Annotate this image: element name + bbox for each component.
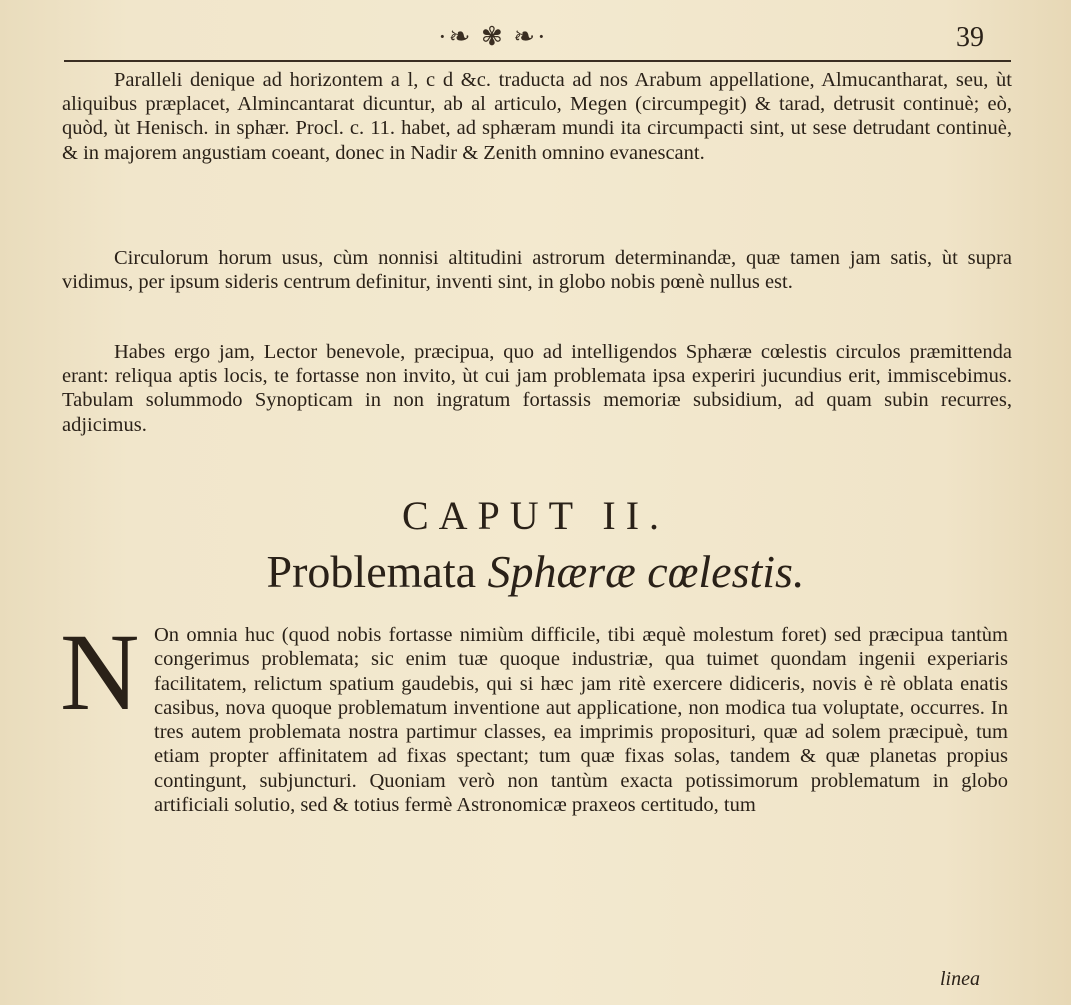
header-ornament: ·❧ ✾ ❧· bbox=[438, 22, 548, 51]
drop-capital: N bbox=[60, 611, 140, 733]
paragraph-text: Habes ergo jam, Lector benevole, præcipua, quo ad intelligendos Sphæræ cœlestis circulos præmittenda erant: reliqua aptis locis, te fortasse non invito, ùt cui jam problemata ipsa experiri jucundius erit, immiscebimus. Tabulam solummodo Synopticam in non ingratum fortassis memoriæ subsidium, ad quam subin recurres, adjicimus. bbox=[62, 341, 1012, 436]
paragraph-habes bbox=[62, 340, 1012, 437]
running-header bbox=[0, 20, 1071, 62]
chapter-number: CAPUT II. bbox=[401, 493, 670, 538]
header-rule bbox=[64, 60, 1011, 62]
paragraph-text: Circulorum horum usus, cùm nonnisi altitudini astrorum determinandæ, quæ tamen jam satis, ùt supra vidimus, per ipsum sideris centrum definitur, inventi sint, in globo nobis pœnè nullus est. bbox=[62, 247, 1012, 294]
chapter-title bbox=[0, 545, 1071, 598]
chapter-title-italic: Sphæræ cœlestis. bbox=[487, 546, 805, 597]
paragraph-circulorum bbox=[62, 246, 1012, 294]
paragraph-text: On omnia huc (quod nobis fortasse nimiùm difficile, tibi æquè molestum foret) sed præcipua tantùm congerimus problemata; sic enim tuæ quoque industriæ, qua tuimet quondam ingenii experiaris facilitatem, relictum spatium gaudebis, qui si hæc jam ritè exercere didiceris, novis è rè oblata enatis casibus, nova quoque problematum inventione aut applicatione, non modica tua voluptate, occurres. In tres autem problemata nostra partimur classes, ea imprimis proposituri, quæ ad solem præcipuè, tum etiam propter affinitatem ad fixas spectant; tum quæ fixas solas, tandem & quæ planetas propius contingunt, subjuncturi. Quoniam verò non tantùm exacta potissimorum problematum in globo artificiali solutio, sed & totius fermè Astronomicæ praxeos certitudo, tum bbox=[154, 624, 1008, 817]
paragraph-non-omnia bbox=[60, 611, 1008, 817]
catchword: linea bbox=[940, 968, 980, 990]
paragraph-text: Paralleli denique ad horizontem a l, c d &c. traducta ad nos Arabum appellatione, Almucantharat, seu, ùt aliquibus præplacet, Almincantarat dicuntur, ab al articulo, Megen (circumpegit) & tarad, detrusit continuè; eò, quòd, ùt Henisch. in sphær. Procl. c. 11. habet, ad sphæram mundi ita circumpacti sint, ut sese detrudant continuè, & in majorem angustiam coeant, donec in Nadir & Zenith omnino evanescant. bbox=[62, 69, 1012, 164]
chapter-title-roman: Problemata bbox=[266, 546, 488, 597]
page-number: 39 bbox=[956, 22, 984, 53]
paragraph-paralleli bbox=[62, 68, 1012, 165]
